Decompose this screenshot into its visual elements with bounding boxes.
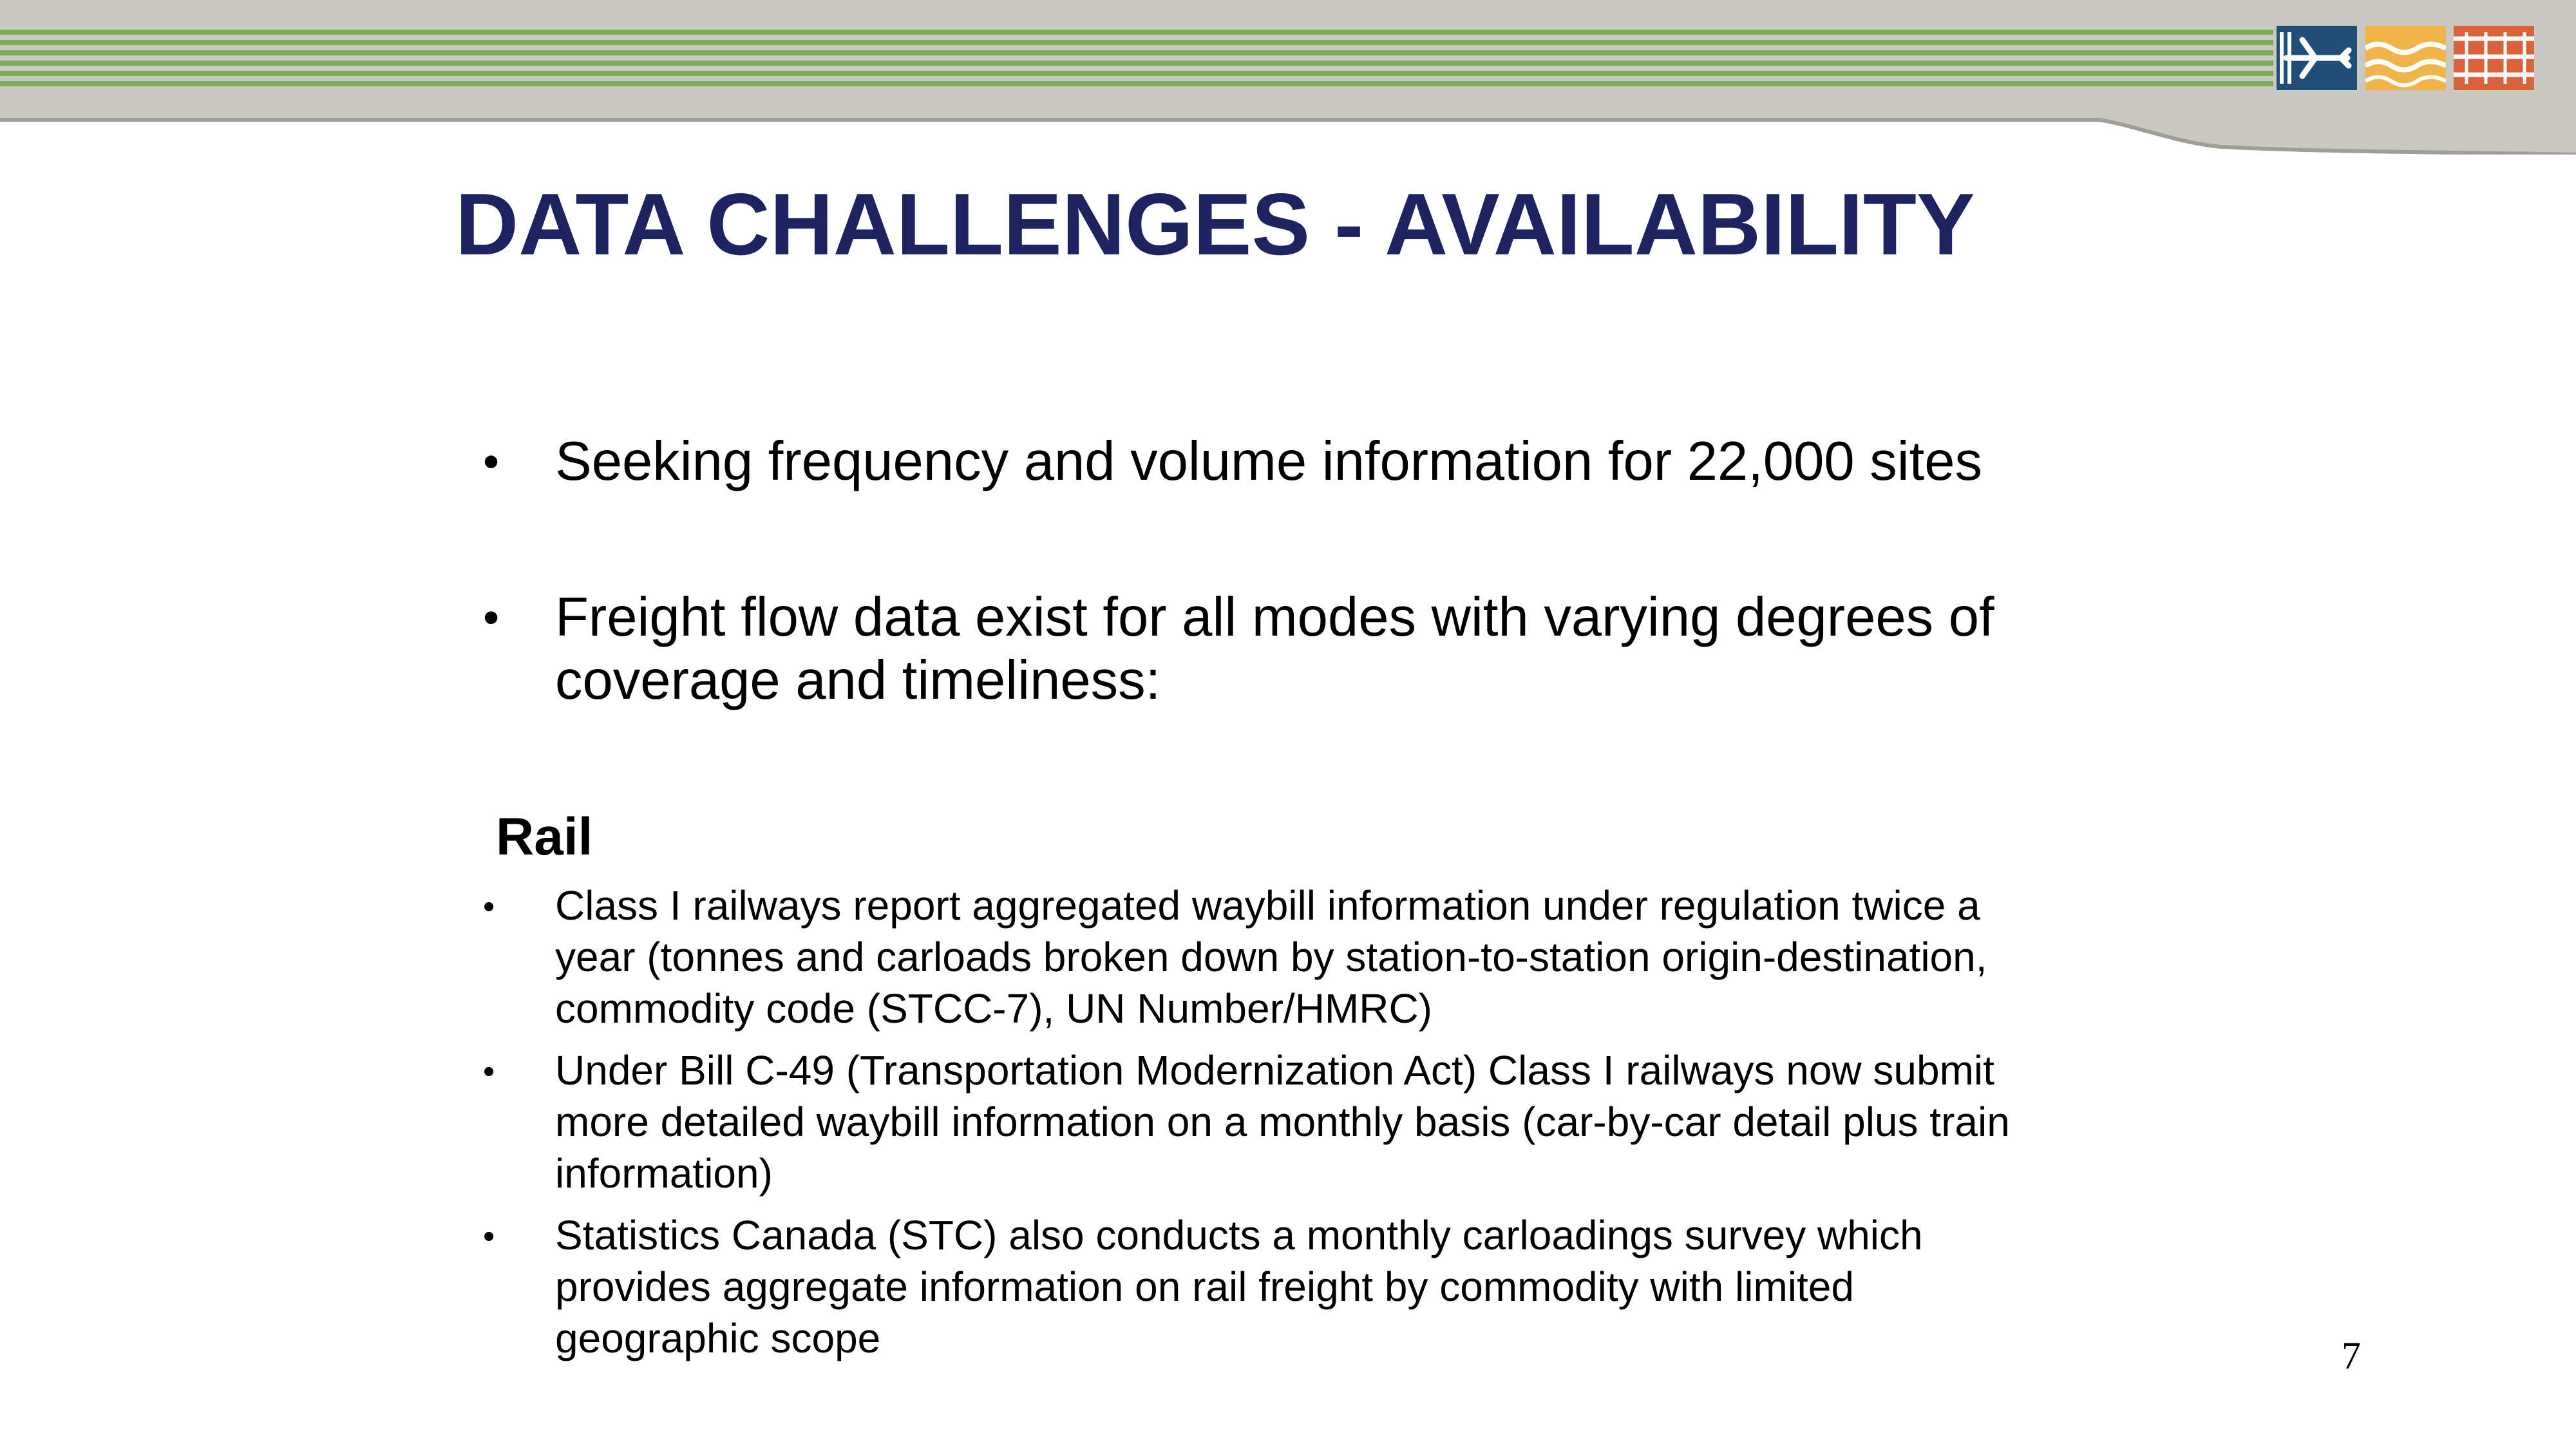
slide-title: DATA CHALLENGES - AVAILABILITY [455,175,1975,273]
header-swoosh [0,0,2576,155]
bullet-text: Class I railways report aggregated waybill information under regulation twice a year (tonnes and carloads broken down by station-to-station origin-destination, commodity code (STCC-7), UN Number/HMRC) [555,882,1987,1032]
bullet-dot: • [483,436,500,488]
bullet-dot: • [483,1053,495,1090]
bullet-text: Seeking frequency and volume information for 22,000 sites [555,431,1983,492]
bullet-text: Freight flow data exist for all modes with varying degrees of coverage and timeliness: [555,587,1994,711]
organization-logo [2277,26,2534,90]
bullet-text: Under Bill C-49 (Transportation Modernization Act) Class I railways now submit more detailed waybill information on a monthly basis (car-by-car detail plus train information) [555,1047,2010,1197]
rail-track-icon [2454,26,2534,90]
page-number: 7 [2342,1334,2361,1377]
bullet-dot: • [483,592,500,643]
bullet-dot: • [483,888,495,925]
water-waves-icon [2365,26,2446,90]
bullet-dot: • [483,1218,495,1255]
airplane-icon [2277,26,2357,90]
section-heading-rail: Rail [496,808,593,866]
header-band [0,0,2576,155]
bullet-text: Statistics Canada (STC) also conducts a monthly carloadings survey which provides aggregate information on rail freight by commodity with limited geographic scope [555,1212,1923,1361]
